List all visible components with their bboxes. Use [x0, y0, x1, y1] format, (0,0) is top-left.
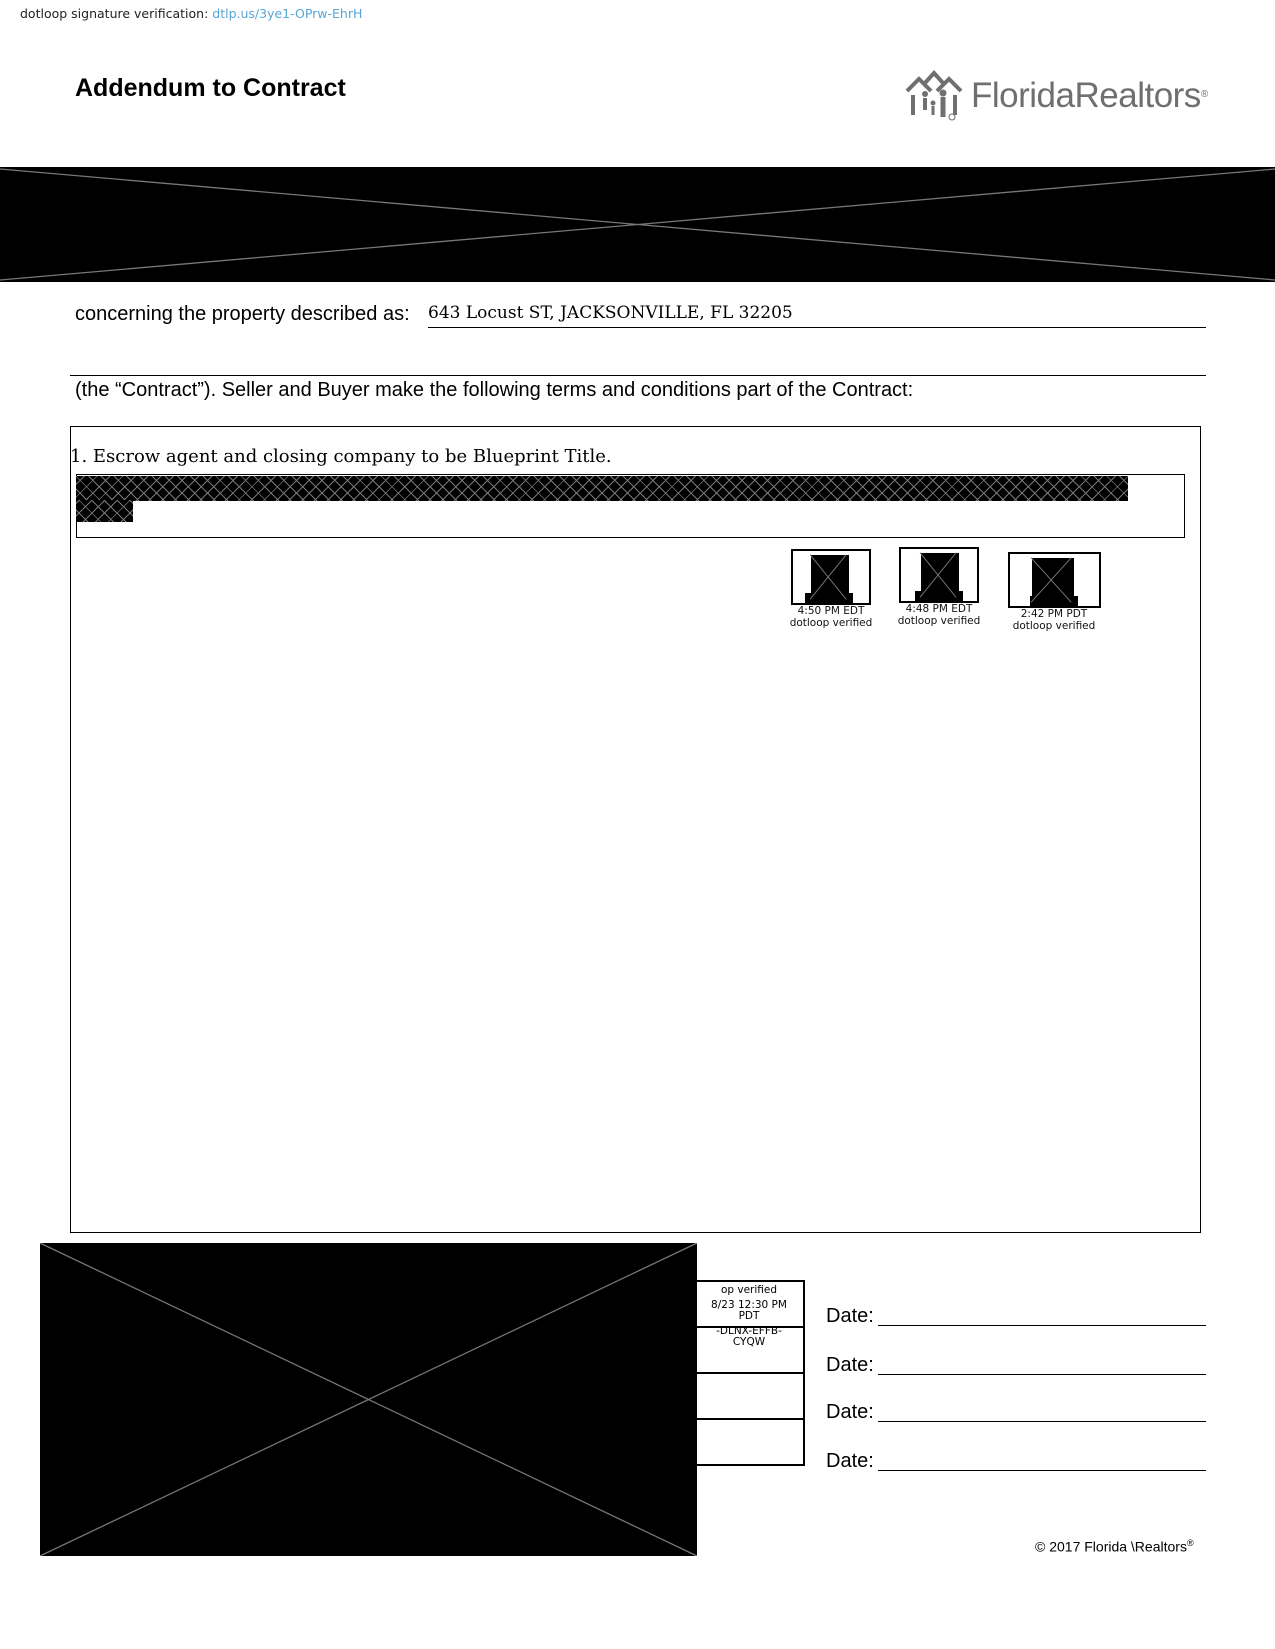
florida-realtors-logo — [905, 68, 1208, 122]
property-label: concerning the property described as: — [75, 303, 410, 325]
signature-id-line: -DLNX-EFFB-CYQW — [716, 1324, 782, 1348]
page-title: Addendum to Contract — [75, 74, 346, 102]
signature-verification-bar — [20, 6, 362, 21]
date-field[interactable] — [878, 1325, 1206, 1326]
date-row-4 — [826, 1443, 1206, 1473]
signature-verified-line: op verified — [720, 1284, 778, 1296]
date-label: Date: — [826, 1401, 874, 1423]
signature-stamp-column — [695, 1280, 805, 1466]
date-label: Date: — [826, 1450, 874, 1472]
signature-cell-3[interactable] — [695, 1372, 805, 1420]
date-field[interactable] — [878, 1374, 1206, 1375]
date-row-1 — [826, 1298, 1206, 1328]
logo-word-florida: Florida — [971, 75, 1075, 115]
property-underline — [428, 327, 1206, 328]
term-item-1[interactable]: 1. Escrow agent and closing company to be Blueprint Title. — [70, 446, 612, 467]
date-field[interactable] — [878, 1421, 1206, 1422]
redacted-signatures-block — [40, 1243, 697, 1556]
stamp-verified: dotloop verified — [897, 615, 981, 627]
date-label: Date: — [826, 1354, 874, 1376]
redacted-text-line-1 — [76, 476, 1128, 501]
date-row-2 — [826, 1347, 1206, 1377]
stamp-time: 4:48 PM EDT — [905, 603, 973, 615]
redaction-cross-icon — [40, 1243, 697, 1556]
contract-statement: (the “Contract”). Seller and Buyer make the following terms and conditions part of the Contract: — [75, 379, 914, 401]
initial-frame — [1008, 552, 1101, 608]
copyright-reg-mark: ® — [1186, 1538, 1194, 1548]
copyright-text: © 2017 Florida \Realtors — [1035, 1538, 1187, 1555]
initial-frame — [791, 549, 871, 605]
logo-word-realtors: Realtors — [1074, 75, 1201, 115]
terms-conditions-box — [70, 426, 1201, 1233]
initial-frame — [899, 547, 979, 603]
date-label: Date: — [826, 1305, 874, 1327]
stamp-verified: dotloop verified — [789, 617, 873, 629]
stamp-time: 4:50 PM EDT — [797, 605, 865, 617]
copyright-notice — [1035, 1538, 1194, 1555]
signature-cell-4[interactable] — [695, 1418, 805, 1466]
redacted-parties-band — [0, 167, 1275, 282]
initial-stamp-1 — [786, 549, 876, 629]
initial-stamp-2 — [894, 547, 984, 627]
signature-time-line: 8/23 12:30 PM PDT — [711, 1298, 787, 1322]
logo-registered-mark: ® — [1200, 88, 1208, 100]
logo-wordmark — [971, 75, 1208, 115]
date-field[interactable] — [878, 1470, 1206, 1471]
verification-label: dotloop signature verification: — [20, 6, 209, 21]
redaction-cross-icon — [901, 549, 977, 601]
stamp-verified: dotloop verified — [1012, 620, 1096, 632]
date-row-3 — [826, 1394, 1206, 1424]
redaction-cross-icon — [0, 167, 1275, 282]
redaction-cross-icon — [793, 551, 869, 603]
initial-stamp-3 — [1005, 552, 1103, 632]
property-address-field[interactable]: 643 Locust ST, JACKSONVILLE, FL 32205 — [428, 303, 793, 323]
stamp-time: 2:42 PM PDT — [1020, 608, 1088, 620]
redacted-text-line-2 — [76, 500, 133, 522]
verification-link[interactable]: dtlp.us/3ye1-OPrw-EhrH — [212, 6, 363, 21]
redaction-cross-icon — [1010, 554, 1099, 606]
signature-stamp-cell — [695, 1280, 805, 1348]
houses-family-icon — [905, 69, 963, 121]
property-second-underline — [70, 375, 1206, 376]
